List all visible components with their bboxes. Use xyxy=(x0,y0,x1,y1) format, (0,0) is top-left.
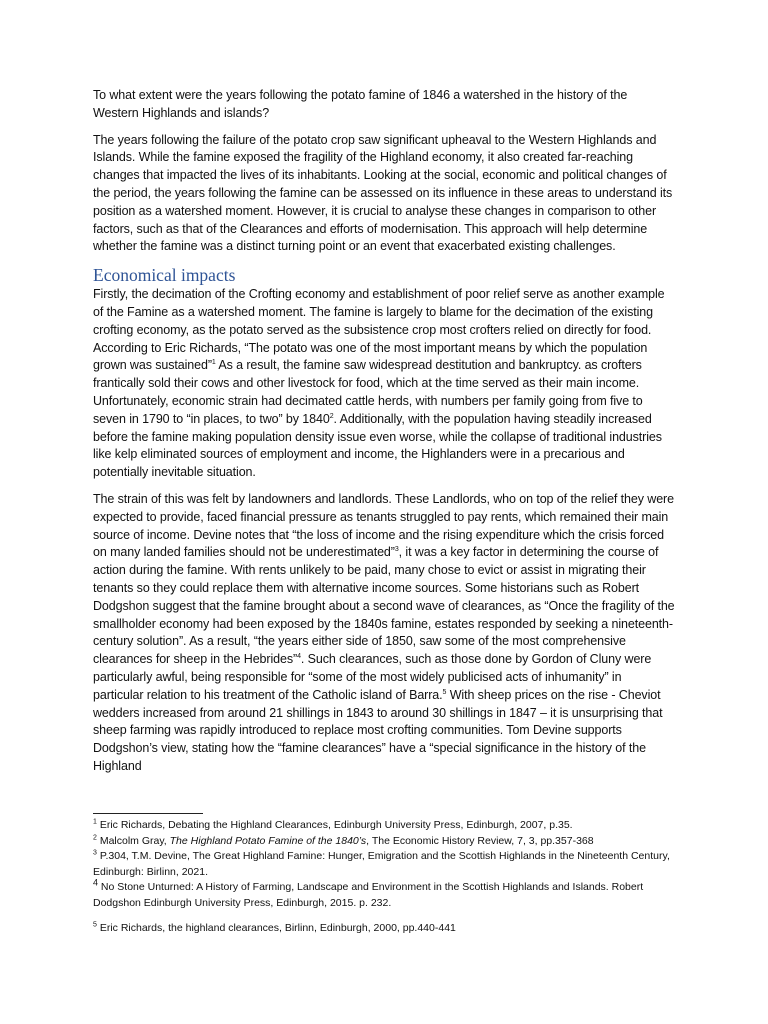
footnotes xyxy=(93,818,675,937)
text-run: The strain of this was felt by landowners and landlords. These Landlords, who on top of the relief they were expected to provide, faced financial pressure as tenants struggled to pay rents, which remained their main source of income. Devine notes that “the loss of income and the rising expenditure which the crisis forced on many landed families should not be underestimated” xyxy=(93,491,674,560)
paragraph-economic-2 xyxy=(93,491,675,776)
footnote-mark: 1 xyxy=(93,818,97,826)
footnote-3 xyxy=(93,849,675,880)
footnote-ref-4: 4 xyxy=(297,652,301,660)
footnote-5 xyxy=(93,921,675,937)
footnote-separator xyxy=(93,813,203,814)
footnote-ref-5: 5 xyxy=(442,688,447,696)
footnote-ref-1: 1 xyxy=(211,359,216,367)
intro-paragraph: The years following the failure of the potato crop saw significant upheaval to the Western Highlands and Islands. While the famine exposed the fragility of the Highland economy, it also created far-reaching changes that impacted the lives of its inhabitants. Looking at the social, economic and political changes of the period, the years following the famine can be assessed on its influence in these areas to understand its position as a watershed moment. However, it is crucial to analyse these changes in comparison to other factors, such as that of the Clearances and efforts of modernisation. This approach will help determine whether the famine was a distinct turning point or an event that exacerbated existing challenges. xyxy=(93,132,673,254)
footnote-4 xyxy=(93,877,675,911)
text-run: . Such clearances, such as those done by Gordon of Cluny were particularly awful, being responsible for “some of the most widely publicised acts of inhumanity” in particular relation to his treatment of the Catholic island of Barra. xyxy=(93,652,652,702)
footnote-text: P.304, T.M. Devine, The Great Highland Famine: Hunger, Emigration and the Scottish Highlands in the Nineteenth Century, Edinburgh: Birlinn, 2021. xyxy=(93,850,670,878)
text-run: With sheep prices on the rise - Cheviot wedders increased from around 21 shillings in 1843 to around 30 shillings in 1847 – it is unsurprising that sheep farming was rapidly introduced to replace most crofting communities. Tom Devine supports Dodgshon’s view, stating how the “famine clearances” have a “special significance in the history of the Highland xyxy=(93,687,663,773)
essay-question: To what extent were the years following the potato famine of 1846 a watershed in the history of the Western Highlands and islands? xyxy=(93,88,628,120)
footnote-title: The Highland Potato Famine of the 1840’s xyxy=(169,834,367,847)
footnote-text: Malcolm Gray, xyxy=(96,834,170,847)
footnote-text: No Stone Unturned: A History of Farming, Landscape and Environment in the Scottish Highlands and Islands. Robert Dodgshon Edinburgh University Press, Edinburgh, 2015. p. 232. xyxy=(93,881,644,909)
footnote-ref-3: 3 xyxy=(394,546,399,554)
footnote-ref-2: 2 xyxy=(329,412,334,420)
footnote-text: Eric Richards, the highland clearances, Birlinn, Edinburgh, 2000, pp.440-441 xyxy=(96,922,456,934)
document-body xyxy=(93,87,675,776)
footnote-2 xyxy=(93,834,675,850)
footnote-1 xyxy=(93,818,675,834)
footnote-mark: 4 xyxy=(93,877,99,888)
footnote-mark: 5 xyxy=(93,921,97,929)
footnote-text: , The Economic History Review, 7, 3, pp.357-368 xyxy=(366,834,594,847)
text-run: . Additionally, with the population having steadily increased before the famine making population density issue even worse, while the collapse of traditional industries like kelp eliminated sources of employment and income, the Highlanders were in a precarious and potentially inevitable situation. xyxy=(93,411,662,480)
text-run: Firstly, the decimation of the Crofting economy and establishment of poor relief serve as another example of the Famine as a watershed moment. The famine is largely to blame for the decimation of the existing crofting economy, as the potato served as the subsistence crop most crofters relied on directly for food. According to Eric Richards, “The potato was one of the most important means by which the population grown was sustained” xyxy=(93,287,665,373)
footnote-mark: 3 xyxy=(93,849,97,857)
footnote-mark: 2 xyxy=(93,834,97,841)
text-run: , it was a key factor in determining the course of action during the famine. With rents unlikely to be paid, many chose to evict or assist in migrating their tenants so they could replace them with alternative income sources. Some historians such as Robert Dodgshon suggest that the famine brought about a second wave of clearances, as “Once the fragility of the smallholder economy had been exposed by the 1840s famine, estates responded by seeking a nineteenth-century solution”. As a result, “the years either side of 1850, saw some of the most comprehensive clearances for sheep in the Hebrides” xyxy=(93,545,675,667)
section-heading: Economical impacts xyxy=(93,265,236,286)
paragraph-economic-1 xyxy=(93,286,675,482)
footnote-text: Eric Richards, Debating the Highland Clearances, Edinburgh University Press, Edinburgh, 2007, p.35. xyxy=(96,819,573,831)
text-run: As a result, the famine saw widespread destitution and bankruptcy. as crofters frantically sold their cows and other livestock for food, which at the time served as their main income. Unfortunately, economic strain had decimated cattle herds, with numbers per family going from five to seven in 1790 to “in places, to two” by 1840 xyxy=(93,358,643,426)
